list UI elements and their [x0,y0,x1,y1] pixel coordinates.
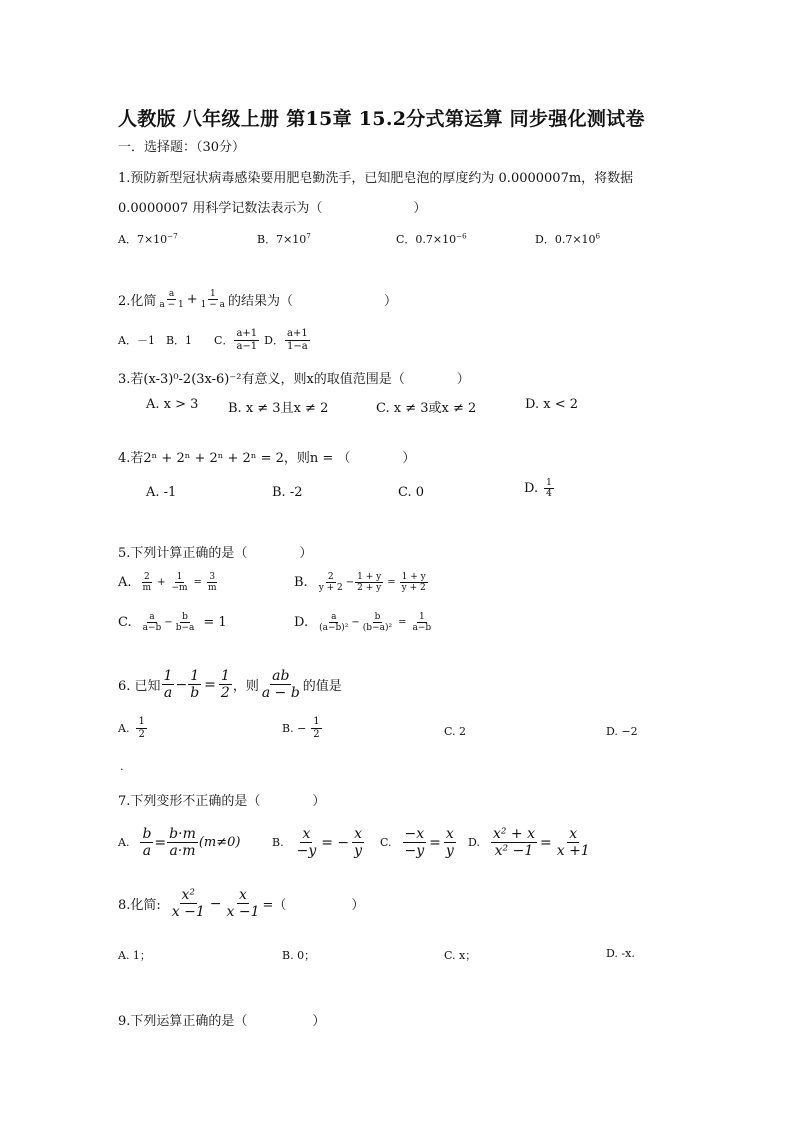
q7-option-a: A. $\frac{b}{a}$ = $\frac{b\cdot m}{a\cdot m}$ (m≠0) [118,826,241,860]
q8-option-d: D. -x. [606,947,635,960]
q1-stem-line1: 1.预防新型冠状病毒感染要用肥皂勤洗手，已知肥皂泡的厚度约为 0.0000007m，将数据 [118,171,634,186]
q2-fraction-1: $\frac{a}{a - 1}$ [159,289,184,311]
q7-option-d: D. $\frac{\text{x² + x}}{\text{x² −1}}$ = $\frac{x}{x +1}$ [468,826,590,860]
q4-stem: 4.若2ⁿ + 2ⁿ + 2ⁿ + 2ⁿ = 2，则n = （ ） [118,451,416,466]
q2-option-d-fraction: $\frac{a+1}{1-a}$ [286,328,308,352]
q1-option-a: A．$7\times 10^{-7}$ [118,231,178,246]
q2-stem: 2.化简 $\frac{a}{a - 1}$ + $\frac{1}{1 - a}$ 的结果为（ ） [118,289,398,311]
q6-stem: 6. 已知 $\frac{1}{a}$ − $\frac{1}{b}$ = $\frac{1}{2}$ ，则 $\frac{ab}{a - b}$ 的值是 [118,668,342,702]
q5-option-a: A. $\frac{2}{m}$ + $\frac{1}{-m}$ = $\frac{3}{m}$ [118,572,217,594]
q1-stem-line2: 0.0000007 用科学记数法表示为（ ） [118,201,427,216]
q8-option-b: B. 0； [282,949,316,962]
q8-stem: 8.化简: $\frac{\text{x²}}{x -1}$ − $\frac{x}{x -1}$ =（ ） [118,887,365,921]
q2-option-c-fraction: $\frac{a+1}{a-1}$ [236,328,258,352]
q1-option-d: D．$0.7\times 10^6$ [535,231,601,246]
q3-option-a: A. x > 3 [146,397,199,412]
q7-option-c: C. $\frac{-x}{-y}$ = $\frac{x}{y}$ [380,826,454,860]
q1-option-c: C．$0.7\times 10^{-6}$ [396,231,467,246]
q7-stem: 7.下列变形不正确的是（ ） [118,794,326,809]
q3-option-b: B. x ≠ 3且x ≠ 2 [228,401,329,416]
section-heading: 一．选择题：（30分） [118,140,246,155]
q4-option-b: B. -2 [272,485,303,500]
q6-stray-dot: . [120,760,124,773]
q9-stem: 9.下列运算正确的是（ ） [118,1014,326,1029]
q3-option-c: C. x ≠ 3或x ≠ 2 [376,401,477,416]
q2-fraction-2: $\frac{1}{1 - a}$ [200,289,226,311]
q4-option-d: D. $\frac{1}{4}$ [524,478,552,500]
q4-option-a: A. -1 [146,485,177,500]
q5-option-c: C. $\frac{a}{a-b}$ − $\frac{b}{b-a}$ = 1 [118,612,227,634]
q8-option-a: A. 1； [118,949,151,962]
q5-stem: 5.下列计算正确的是（ ） [118,546,313,561]
q5-option-d: D. $\frac{a}{\text{(a−b)²}}$ − $\frac{b}{\text{(b−a)²}}$ = $\frac{1}{a-b}$ [294,612,432,634]
q6-option-b: B. − $\frac{1}{2}$ [282,716,320,740]
q6-option-a: A. $\frac{1}{2}$ [118,716,145,740]
q3-option-d: D. x < 2 [525,397,578,412]
q2-options: A．－1 B．1 C． $\frac{a+1}{a-1}$ D． $\frac{a+1}{1-a}$ [118,328,308,352]
q4-option-c: C. 0 [398,485,425,500]
q8-option-c: C. x； [444,949,477,962]
q5-option-b: B. $\frac{2}{y + 2}$ − $\frac{1 + y}{2 + y}$ = $\frac{1 + y}{y + 2}$ [294,572,426,594]
q3-stem: 3.若(x-3)⁰-2(3x-6)⁻²有意义，则x的取值范围是（ ） [118,372,470,387]
q1-option-b: B．$7\times 10^7$ [257,231,311,246]
q6-option-c: C. 2 [444,725,467,738]
page-title: 人教版 八年级上册 第15章 15.2分式第运算 同步强化测试卷 [118,108,645,130]
q6-option-d: D. −2 [606,725,638,738]
q7-option-b: B. $\frac{x}{-y}$ = − $\frac{x}{y}$ [272,826,363,860]
